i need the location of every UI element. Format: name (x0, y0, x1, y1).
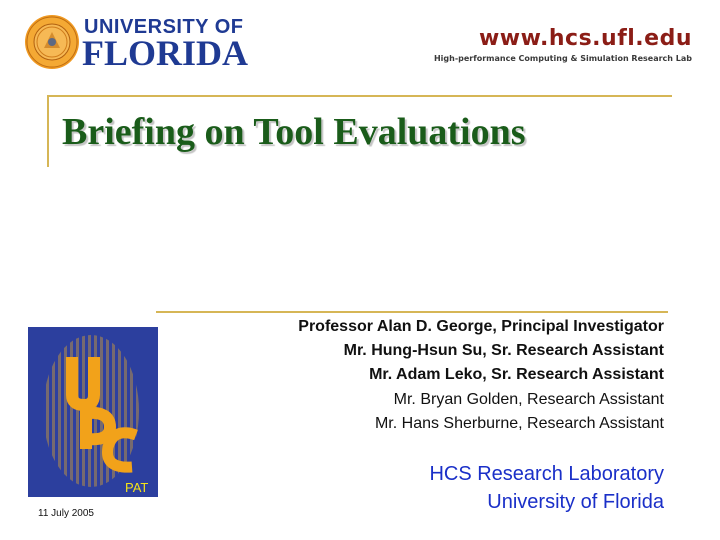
slide-date: 11 July 2005 (38, 508, 94, 519)
hcs-subtitle: High-performance Computing & Simulation Research Lab (433, 54, 692, 63)
credit-line: Mr. Hans Sherburne, Research Assistant (374, 415, 664, 432)
university-line2: FLORIDA (82, 33, 249, 73)
title-top-rule (48, 95, 672, 97)
university-line1: UNIVERSITY OF (84, 16, 244, 38)
uf-seal-icon (24, 14, 80, 70)
upc-logo-icon (28, 327, 158, 497)
lab-university: University of Florida (487, 491, 664, 513)
credit-line: Professor Alan D. George, Principal Investigator (298, 318, 664, 335)
title-left-rule (47, 95, 49, 167)
credit-line: Mr. Bryan Golden, Research Assistant (393, 391, 664, 408)
lab-name: HCS Research Laboratory (429, 463, 664, 485)
pat-label: PAT (125, 480, 149, 495)
slide-title: Briefing on Tool Evaluations (62, 111, 526, 153)
credit-line: Mr. Adam Leko, Sr. Research Assistant (369, 366, 664, 383)
hcs-url-link[interactable]: www.hcs.ufl.edu (478, 26, 692, 51)
credit-line: Mr. Hung-Hsun Su, Sr. Research Assistant (343, 342, 664, 359)
credits-separator (156, 311, 668, 313)
